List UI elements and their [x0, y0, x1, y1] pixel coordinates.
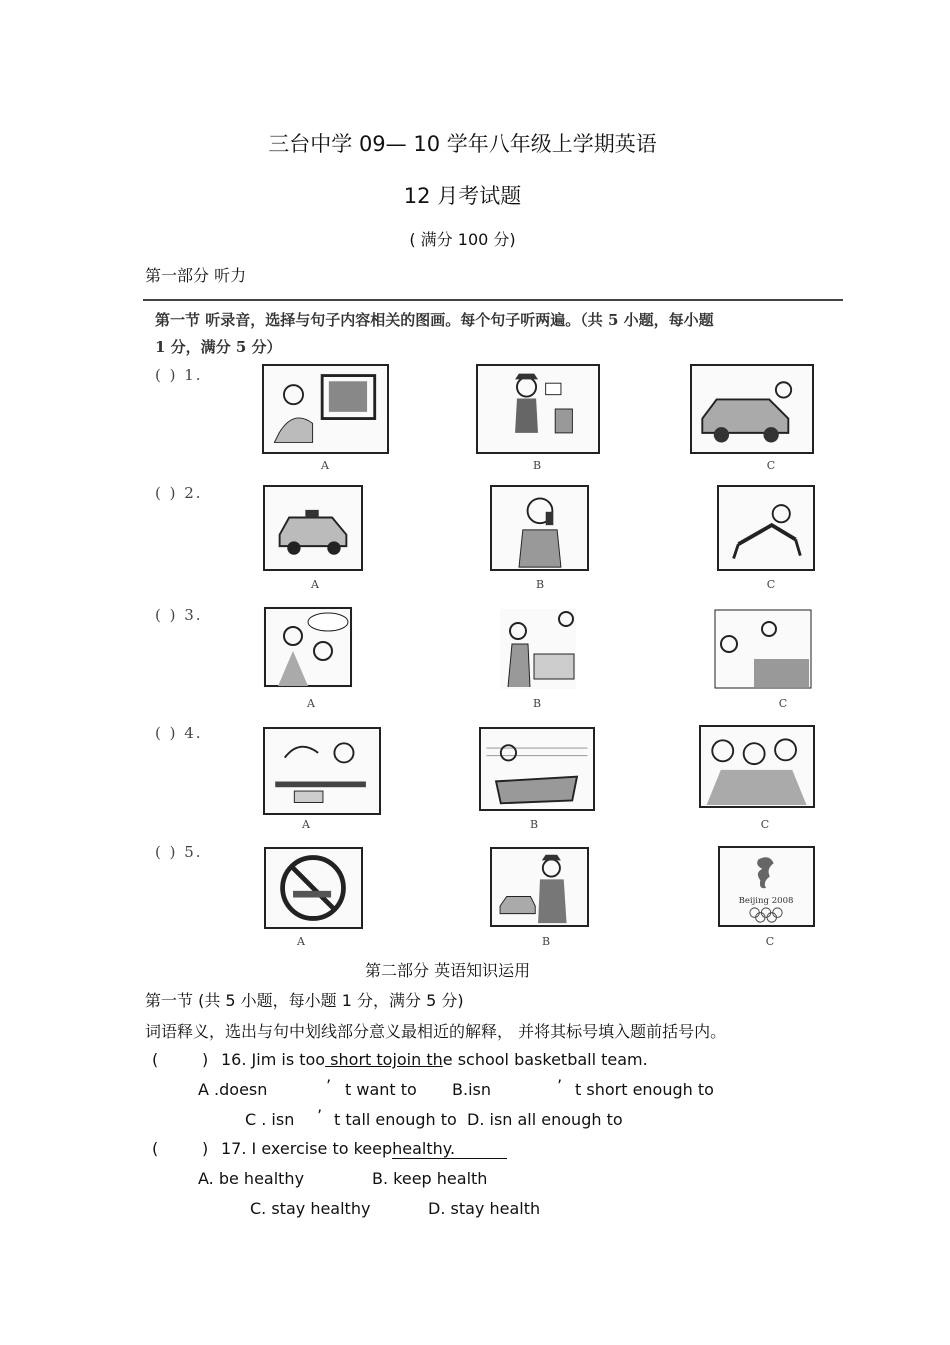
question-label-3: ( ) 3.	[155, 606, 203, 624]
question-label-1: ( ) 1.	[155, 366, 203, 384]
caption-2a: A	[311, 578, 319, 591]
question-label-5: ( ) 5.	[155, 843, 203, 861]
listening-instructions-line1: 第一节 听录音，选择与句子内容相关的图画。每个句子听两遍。（共 5 小题，每小题	[155, 311, 714, 329]
q16-option-a-1: A .doesn	[198, 1080, 268, 1099]
picture-bedroom-clock	[500, 609, 576, 689]
picture-traffic-police	[490, 847, 589, 927]
caption-2c: C	[766, 578, 776, 591]
q16-stem-pre: 16. Jim is too	[221, 1050, 326, 1069]
q16-option-a-3: t want to	[345, 1080, 417, 1099]
listening-instructions-line2: 1 分，满分 5 分）	[155, 338, 282, 356]
caption-5a: A	[297, 935, 305, 948]
caption-4b: B	[529, 818, 539, 831]
caption-1b: B	[532, 459, 542, 472]
caption-3c: C	[778, 697, 788, 710]
picture-watching-tv	[262, 364, 389, 454]
picture-postman	[476, 364, 600, 454]
caption-5b: B	[541, 935, 551, 948]
q17-stem	[221, 1139, 507, 1159]
part2-instruction: 词语释义，选出与句中划线部分意义最相近的解释， 并将其标号填入题前括号内。	[145, 1022, 727, 1041]
picture-people-talking	[263, 606, 353, 688]
caption-1a: A	[321, 459, 329, 472]
q16-option-b-3: t short enough to	[575, 1080, 714, 1099]
q17-paren-open: (	[152, 1139, 159, 1158]
caption-3a: A	[307, 697, 315, 710]
q16-option-b-1: B.isn	[452, 1080, 491, 1099]
part2-section: 第一节 (共 5 小题，每小题 1 分，满分 5 分)	[145, 991, 464, 1010]
q16-option-c-1: C . isn	[245, 1110, 295, 1129]
picture-taxi	[263, 485, 363, 571]
olympic-caption: Beijing 2008	[738, 896, 794, 907]
q16-underlined: short tojoin th	[325, 1050, 443, 1069]
q16-option-d: D. isn all enough to	[467, 1110, 623, 1129]
part2-heading: 第二部分 英语知识运用	[365, 961, 531, 980]
q17-option-c: C. stay healthy	[250, 1199, 371, 1218]
q17-option-b: B. keep health	[372, 1169, 488, 1188]
caption-1c: C	[766, 459, 776, 472]
exam-title: 三台中学 09— 10 学年八年级上学期英语	[268, 132, 657, 156]
picture-car-repair	[690, 364, 814, 454]
q17-underlined: healthy.	[392, 1139, 507, 1159]
full-score: ( 满分 100 分)	[409, 230, 516, 249]
part1-heading: 第一部分 听力	[145, 266, 247, 285]
q17-paren-close: )	[202, 1139, 209, 1158]
q17-option-a: A. be healthy	[198, 1169, 305, 1188]
picture-writing-letter	[263, 727, 381, 815]
caption-4c: C	[760, 818, 770, 831]
q17-stem-pre: 17. I exercise to keep	[221, 1139, 393, 1158]
caption-4a: A	[302, 818, 310, 831]
exam-subtitle: 12 月考试题	[403, 184, 522, 208]
question-label-2: ( ) 2.	[155, 484, 203, 502]
picture-man-on-phone	[490, 485, 589, 571]
question-label-4: ( ) 4.	[155, 724, 203, 742]
caption-5c: C	[765, 935, 775, 948]
picture-olympic-emblem	[718, 846, 815, 927]
q17-option-d: D. stay health	[428, 1199, 541, 1218]
q16-option-c-2: ’	[317, 1106, 323, 1125]
divider-rule	[143, 299, 843, 301]
picture-man-exercising	[717, 485, 815, 571]
caption-2b: B	[535, 578, 545, 591]
q16-option-c-3: t tall enough to	[334, 1110, 457, 1129]
picture-crowd-outside	[714, 609, 812, 689]
q16-stem-post: e school basketball team.	[442, 1050, 648, 1069]
caption-3b: B	[532, 697, 542, 710]
q16-paren-close: )	[202, 1050, 209, 1069]
q16-option-a-2: ’	[326, 1076, 332, 1095]
picture-no-smoking-sign	[264, 847, 363, 929]
q16-paren-open: (	[152, 1050, 159, 1069]
q16-option-b-2: ’	[557, 1076, 563, 1095]
picture-boat-fishing	[479, 727, 595, 811]
picture-group-friends	[699, 725, 815, 808]
q16-stem	[221, 1050, 648, 1069]
